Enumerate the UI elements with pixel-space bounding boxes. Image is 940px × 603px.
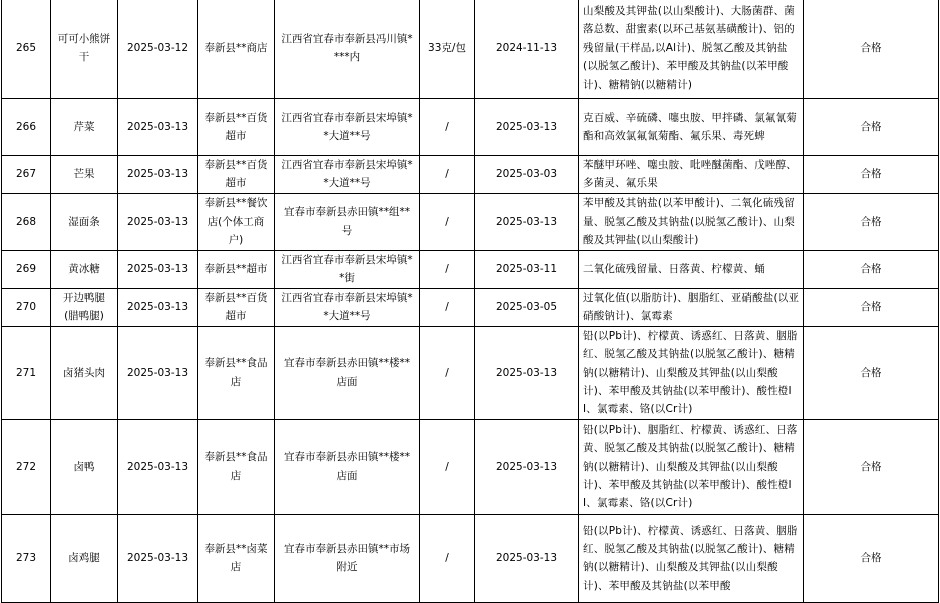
unit-address-cell: 宜春市奉新县赤田镇**市场附近 <box>275 514 420 602</box>
product-name-cell: 卤猪头肉 <box>51 326 118 419</box>
production-date-cell: 2025-03-11 <box>475 250 579 288</box>
production-date-cell: 2025-03-13 <box>475 193 579 250</box>
sampling-date-cell: 2025-03-13 <box>118 99 198 156</box>
table-row <box>2 326 939 419</box>
product-name-cell: 开边鸭腿(腊鸭腿) <box>51 288 118 326</box>
table-row <box>2 288 939 326</box>
specification-cell: / <box>420 193 475 250</box>
inspection-result-cell: 合格 <box>804 193 939 250</box>
product-name-cell: 卤鸡腿 <box>51 514 118 602</box>
table-row <box>2 250 939 288</box>
unit-address-cell: 江西省宜春市奉新县宋埠镇**大道**号 <box>275 288 420 326</box>
row-number-cell: 266 <box>2 99 51 156</box>
product-name-cell: 芹菜 <box>51 99 118 156</box>
inspection-result-cell: 合格 <box>804 419 939 514</box>
inspection-items-cell: 苯醚甲环唑、噻虫胺、吡唑醚菌酯、戊唑醇、多菌灵、氟乐果 <box>579 156 804 194</box>
inspection-items-cell: 二氧化硫残留量、日落黄、柠檬黄、蛹 <box>579 250 804 288</box>
row-number-cell: 270 <box>2 288 51 326</box>
sampled-unit-cell: 奉新县**餐饮店(个体工商户) <box>198 193 275 250</box>
production-date-cell: 2025-03-13 <box>475 326 579 419</box>
table-row <box>2 0 939 99</box>
product-name-cell: 芒果 <box>51 156 118 194</box>
sampling-date-cell: 2025-03-13 <box>118 288 198 326</box>
specification-cell: / <box>420 288 475 326</box>
product-name-cell: 卤鸭 <box>51 419 118 514</box>
unit-address-cell: 宜春市奉新县赤田镇**楼**店面 <box>275 419 420 514</box>
unit-address-cell: 宜春市奉新县赤田镇**楼**店面 <box>275 326 420 419</box>
sampling-date-cell: 2025-03-13 <box>118 193 198 250</box>
inspection-result-cell: 合格 <box>804 326 939 419</box>
row-number-cell: 273 <box>2 514 51 602</box>
inspection-items-cell: 铅(以Pb计)、胭脂红、柠檬黄、诱惑红、日落黄、脱氢乙酸及其钠盐(以脱氢乙酸计)、糖精钠(以糖精计)、山梨酸及其钾盐(以山梨酸计)、苯甲酸及其钠盐(以苯甲酸计)、酸性橙II、氯霉素、铬(以Cr计) <box>579 419 804 514</box>
sampling-date-cell: 2025-03-13 <box>118 250 198 288</box>
sampling-date-cell: 2025-03-13 <box>118 419 198 514</box>
inspection-items-cell: 苯甲酸及其钠盐(以苯甲酸计)、二氧化硫残留量、脱氢乙酸及其钠盐(以脱氢乙酸计)、山梨酸及其钾盐(以山梨酸计) <box>579 193 804 250</box>
production-date-cell: 2025-03-13 <box>475 99 579 156</box>
inspection-items-cell: 山梨酸及其钾盐(以山梨酸计)、大肠菌群、菌落总数、甜蜜素(以环己基氨基磺酸计)、铝的残留量(干样品,以Al计)、脱氢乙酸及其钠盐(以脱氢乙酸计)、苯甲酸及其钠盐(以苯甲酸计)、糖精钠(以糖精计) <box>579 0 804 99</box>
specification-cell: / <box>420 419 475 514</box>
unit-address-cell: 江西省宜春市奉新县宋埠镇**大道**号 <box>275 156 420 194</box>
inspection-result-cell: 合格 <box>804 288 939 326</box>
row-number-cell: 268 <box>2 193 51 250</box>
sampled-unit-cell: 奉新县**百货超市 <box>198 156 275 194</box>
unit-address-cell: 江西省宜春市奉新县宋埠镇**街 <box>275 250 420 288</box>
sampled-unit-cell: 奉新县**食品店 <box>198 326 275 419</box>
row-number-cell: 269 <box>2 250 51 288</box>
product-name-cell: 可可小熊饼干 <box>51 0 118 99</box>
unit-address-cell: 江西省宜春市奉新县宋埠镇**大道**号 <box>275 99 420 156</box>
sampled-unit-cell: 奉新县**卤菜店 <box>198 514 275 602</box>
specification-cell: / <box>420 514 475 602</box>
specification-cell: 33克/包 <box>420 0 475 99</box>
table-body <box>2 0 939 602</box>
inspection-items-cell: 铅(以Pb计)、柠檬黄、诱惑红、日落黄、胭脂红、脱氢乙酸及其钠盐(以脱氢乙酸计)、糖精钠(以糖精计)、山梨酸及其钾盐(以山梨酸计)、苯甲酸及其钠盐(以苯甲酸 <box>579 514 804 602</box>
production-date-cell: 2025-03-13 <box>475 514 579 602</box>
specification-cell: / <box>420 99 475 156</box>
production-date-cell: 2025-03-05 <box>475 288 579 326</box>
specification-cell: / <box>420 250 475 288</box>
table-row <box>2 99 939 156</box>
row-number-cell: 272 <box>2 419 51 514</box>
sampling-date-cell: 2025-03-13 <box>118 156 198 194</box>
unit-address-cell: 江西省宜春市奉新县冯川镇****内 <box>275 0 420 99</box>
inspection-result-cell: 合格 <box>804 250 939 288</box>
table-row <box>2 156 939 194</box>
production-date-cell: 2024-11-13 <box>475 0 579 99</box>
inspection-result-cell: 合格 <box>804 0 939 99</box>
table-row <box>2 193 939 250</box>
product-name-cell: 黄冰糖 <box>51 250 118 288</box>
specification-cell: / <box>420 156 475 194</box>
sampled-unit-cell: 奉新县**超市 <box>198 250 275 288</box>
sampling-date-cell: 2025-03-13 <box>118 326 198 419</box>
specification-cell: / <box>420 326 475 419</box>
sampled-unit-cell: 奉新县**食品店 <box>198 419 275 514</box>
product-name-cell: 湿面条 <box>51 193 118 250</box>
table-row <box>2 514 939 602</box>
production-date-cell: 2025-03-03 <box>475 156 579 194</box>
row-number-cell: 267 <box>2 156 51 194</box>
inspection-result-cell: 合格 <box>804 99 939 156</box>
table-row <box>2 419 939 514</box>
inspection-items-cell: 过氧化值(以脂肪计)、胭脂红、亚硝酸盐(以亚硝酸钠计)、氯霉素 <box>579 288 804 326</box>
sampled-unit-cell: 奉新县**百货超市 <box>198 99 275 156</box>
sampling-date-cell: 2025-03-12 <box>118 0 198 99</box>
sampled-unit-cell: 奉新县**百货超市 <box>198 288 275 326</box>
row-number-cell: 271 <box>2 326 51 419</box>
unit-address-cell: 宜春市奉新县赤田镇**组**号 <box>275 193 420 250</box>
inspection-items-cell: 铅(以Pb计)、柠檬黄、诱惑红、日落黄、胭脂红、脱氢乙酸及其钠盐(以脱氢乙酸计)、糖精钠(以糖精计)、山梨酸及其钾盐(以山梨酸计)、苯甲酸及其钠盐(以苯甲酸计)、酸性橙II、氯霉素、铬(以Cr计) <box>579 326 804 419</box>
sampled-unit-cell: 奉新县**商店 <box>198 0 275 99</box>
inspection-result-cell: 合格 <box>804 156 939 194</box>
sampling-date-cell: 2025-03-13 <box>118 514 198 602</box>
inspection-results-table <box>1 0 939 603</box>
inspection-items-cell: 克百威、辛硫磷、噻虫胺、甲拌磷、氯氟氰菊酯和高效氯氟氰菊酯、氟乐果、毒死蜱 <box>579 99 804 156</box>
inspection-result-cell: 合格 <box>804 514 939 602</box>
row-number-cell: 265 <box>2 0 51 99</box>
production-date-cell: 2025-03-13 <box>475 419 579 514</box>
